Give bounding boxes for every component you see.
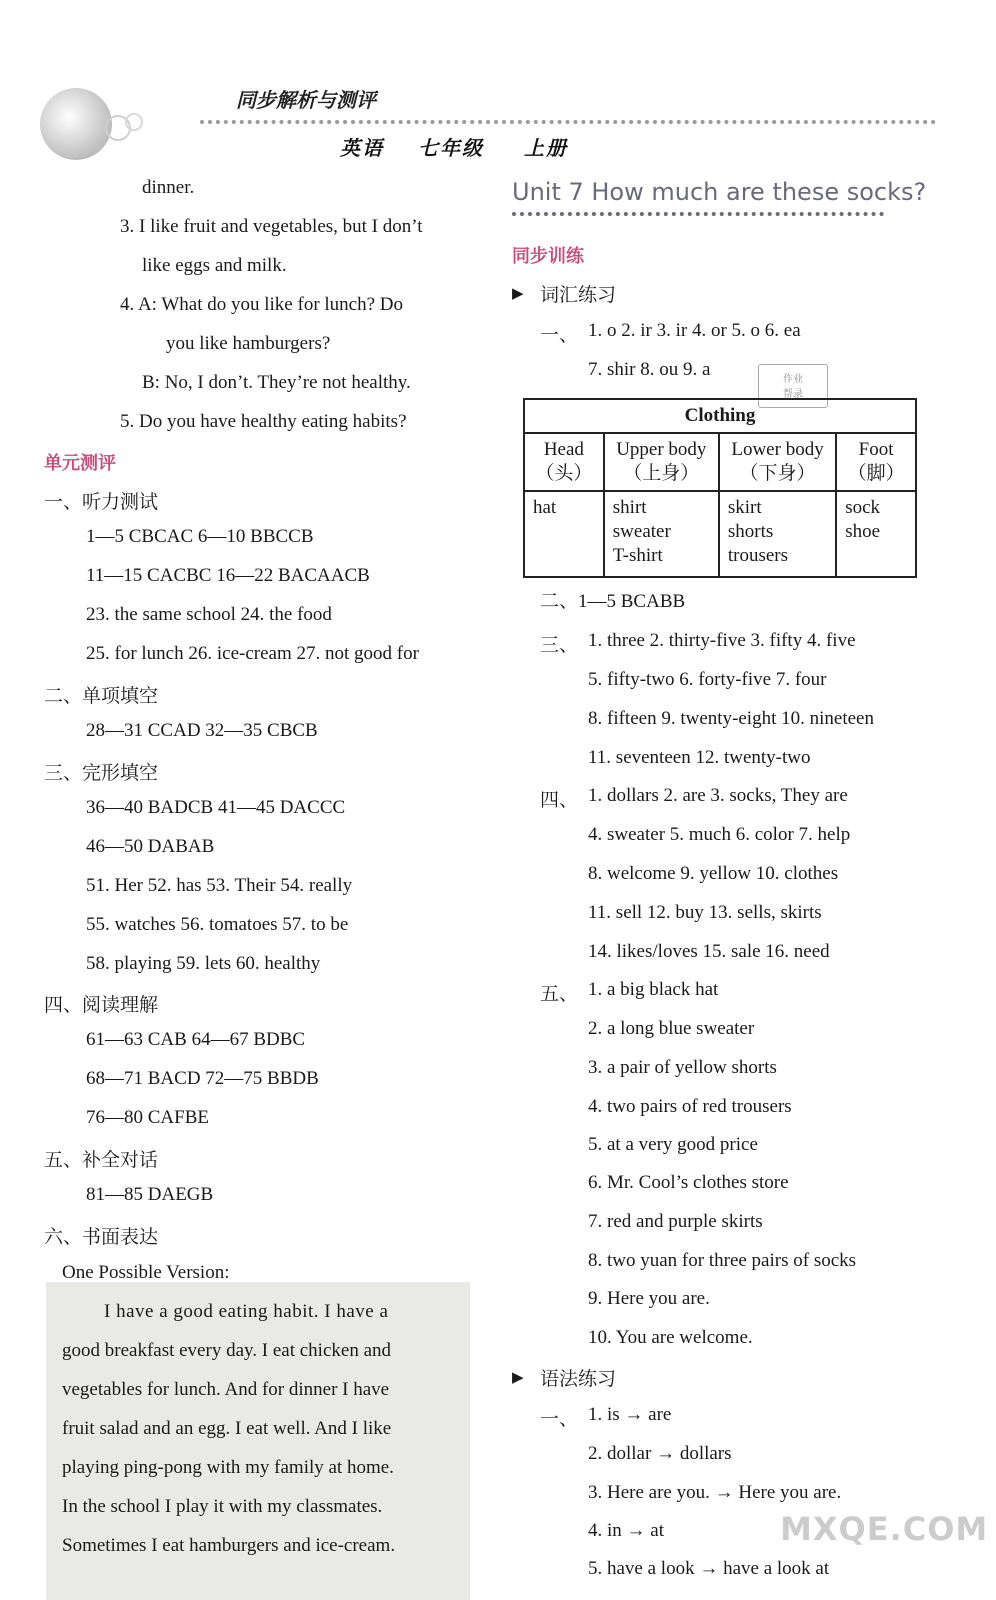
watermark: MXQE.COM <box>780 1510 989 1548</box>
answer-line: 1. dollars 2. are 3. socks, They are <box>588 785 848 806</box>
answer-line: 46—50 DABAB <box>86 836 215 857</box>
section-heading: 五、补全对话 <box>44 1149 159 1171</box>
section-heading: 一、听力测试 <box>44 491 159 513</box>
homework-stamp-icon: 作业 帮录 <box>758 364 828 408</box>
answer-line: 14. likes/loves 15. sale 16. need <box>588 941 830 962</box>
essay-line: I have a good eating habit. I have a <box>104 1301 389 1322</box>
vocab-heading: 词汇练习 <box>540 284 617 306</box>
table-title: Clothing <box>524 399 916 433</box>
answer-line: 61—63 CAB 64—67 BDBC <box>86 1029 306 1050</box>
answer-line: 3. Here are you. → Here you are. <box>588 1482 842 1503</box>
essay-line: In the school I play it with my classmates. <box>62 1496 383 1517</box>
header-title: 同步解析与测评 <box>236 88 376 112</box>
answer-line: 81—85 DAEGB <box>86 1184 214 1205</box>
answer-line: 23. the same school 24. the food <box>86 604 332 625</box>
table-header-cell: Upper body （上身） <box>604 433 719 491</box>
exercise-label: 三、 <box>540 634 579 656</box>
answer-line: 二、1—5 BCABB <box>540 591 686 612</box>
header-grade: 七年级 <box>418 136 484 160</box>
answer-line: 5. fifty-two 6. forty-five 7. four <box>588 669 827 690</box>
answer-line: 11—15 CACBC 16—22 BACAACB <box>86 565 370 586</box>
header-volume: 上册 <box>524 136 568 160</box>
left-line: 4. A: What do you like for lunch? Do <box>120 294 404 315</box>
triangle-bullet-icon: ▶ <box>512 286 524 302</box>
header-dotted-rule <box>200 120 936 124</box>
answer-line: 55. watches 56. tomatoes 57. to be <box>86 914 349 935</box>
answer-line: 8. fifteen 9. twenty-eight 10. nineteen <box>588 708 874 729</box>
unit-title-rule <box>512 212 884 216</box>
essay-line: good breakfast every day. I eat chicken and <box>62 1340 392 1361</box>
exercise-label: 五、 <box>540 983 579 1005</box>
decorative-logo-icon <box>36 82 146 168</box>
answer-line: 11. seventeen 12. twenty-two <box>588 747 811 768</box>
answer-line: 9. Here you are. <box>588 1288 710 1309</box>
answer-line: 5. at a very good price <box>588 1134 758 1155</box>
exercise-label: 一、 <box>540 324 579 346</box>
section-heading: 六、书面表达 <box>44 1226 159 1248</box>
answer-line: 2. a long blue sweater <box>588 1018 755 1039</box>
answer-line: 58. playing 59. lets 60. healthy <box>86 953 321 974</box>
answer-line: 11. sell 12. buy 13. sells, skirts <box>588 902 822 923</box>
answer-line: 7. shir 8. ou 9. a <box>588 359 711 380</box>
answer-line: 4. in → at <box>588 1520 664 1541</box>
grammar-heading: 语法练习 <box>540 1368 617 1390</box>
exercise-label: 一、 <box>540 1408 579 1430</box>
table-cell: skirt shorts trousers <box>719 491 836 577</box>
table-cell: sock shoe <box>836 491 916 577</box>
essay-line: fruit salad and an egg. I eat well. And I like <box>62 1418 392 1439</box>
essay-line: Sometimes I eat hamburgers and ice-cream. <box>62 1535 396 1556</box>
answer-line: 68—71 BACD 72—75 BBDB <box>86 1068 319 1089</box>
left-line: B: No, I don’t. They’re not healthy. <box>142 372 411 393</box>
answer-line: 5. have a look → have a look at <box>588 1558 830 1579</box>
answer-line: 4. sweater 5. much 6. color 7. help <box>588 824 851 845</box>
table-cell: shirt sweater T-shirt <box>604 491 719 577</box>
essay-heading: One Possible Version: <box>62 1262 230 1283</box>
answer-line: 7. red and purple skirts <box>588 1211 763 1232</box>
answer-line: 76—80 CAFBE <box>86 1107 209 1128</box>
left-line: 3. I like fruit and vegetables, but I don’t <box>120 216 423 237</box>
answer-line: 1—5 CBCAC 6—10 BBCCB <box>86 526 314 547</box>
section-heading: 二、单项填空 <box>44 685 159 707</box>
unit-test-heading: 单元测评 <box>44 453 116 474</box>
answer-line: 1. is → are <box>588 1404 672 1425</box>
section-heading: 三、完形填空 <box>44 762 159 784</box>
answer-line: 2. dollar → dollars <box>588 1443 732 1464</box>
answer-line: 1. a big black hat <box>588 979 719 1000</box>
clothing-table <box>523 398 917 578</box>
left-line: you like hamburgers? <box>166 333 331 354</box>
unit-title: Unit 7 How much are these socks? <box>512 178 927 206</box>
exercise-label: 四、 <box>540 789 579 811</box>
table-header-cell: Lower body （下身） <box>719 433 836 491</box>
answer-line: 8. welcome 9. yellow 10. clothes <box>588 863 839 884</box>
header-subject: 英语 <box>340 136 384 160</box>
left-line: dinner. <box>142 177 195 198</box>
answer-line: 10. You are welcome. <box>588 1327 753 1348</box>
answer-line: 1. o 2. ir 3. ir 4. or 5. o 6. ea <box>588 320 801 341</box>
left-line: 5. Do you have healthy eating habits? <box>120 411 407 432</box>
table-header-cell: Foot （脚） <box>836 433 916 491</box>
essay-line: vegetables for lunch. And for dinner I have <box>62 1379 390 1400</box>
answer-line: 51. Her 52. has 53. Their 54. really <box>86 875 353 896</box>
answer-line: 4. two pairs of red trousers <box>588 1096 792 1117</box>
answer-line: 28—31 CCAD 32—35 CBCB <box>86 720 318 741</box>
answer-line: 3. a pair of yellow shorts <box>588 1057 777 1078</box>
answer-line: 6. Mr. Cool’s clothes store <box>588 1172 789 1193</box>
table-cell: hat <box>524 491 604 577</box>
triangle-bullet-icon: ▶ <box>512 1370 524 1386</box>
answer-line: 1. three 2. thirty-five 3. fifty 4. five <box>588 630 856 651</box>
section-heading: 四、阅读理解 <box>44 994 159 1016</box>
answer-line: 25. for lunch 26. ice-cream 27. not good for <box>86 643 419 664</box>
left-line: like eggs and milk. <box>142 255 287 276</box>
answer-line: 36—40 BADCB 41—45 DACCC <box>86 797 346 818</box>
answer-line: 8. two yuan for three pairs of socks <box>588 1250 857 1271</box>
table-header-cell: Head （头） <box>524 433 604 491</box>
sync-training-heading: 同步训练 <box>512 246 584 267</box>
essay-line: playing ping-pong with my family at home. <box>62 1457 394 1478</box>
